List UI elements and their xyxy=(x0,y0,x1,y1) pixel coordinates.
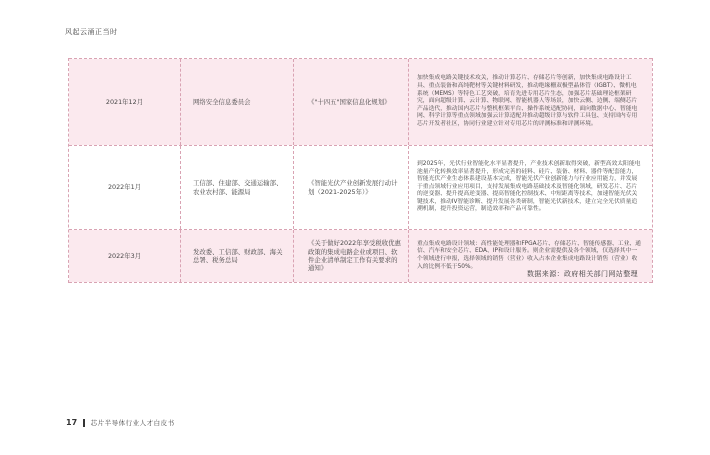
policy-cell xyxy=(294,230,409,282)
agency-text: 工信部、住建部、交通运输部、农业农村部、能源局 xyxy=(193,179,283,196)
content-cell xyxy=(409,146,652,229)
content-text: 重点集成电路设计领域：高性能处理器和FPGA芯片、存储芯片、智能传感器、工业、通信、汽车和安全芯片、EDA、IP和设计服务。则企业需提供及各个领域，仅选择其中一个领域进行申报，选择领域的销售（营业）收入占本企业集成电路设计销售（营业）收入的比例不低于50%。 xyxy=(417,240,641,270)
agency-cell xyxy=(181,230,294,282)
agency-cell xyxy=(181,59,294,145)
table-row xyxy=(69,58,652,146)
policy-table xyxy=(68,58,653,283)
date-cell: 2022年1月 xyxy=(69,146,181,229)
policy-cell xyxy=(294,146,409,229)
data-source-note: 数据来源：政府相关部门网站整理 xyxy=(527,270,638,278)
agency-text: 发改委、工信部、财政部、海关总署、税务总局 xyxy=(193,247,283,264)
content-text: 到2025年，光伏行业智能化水平显著提升，产业技术创新取得突破，新型高效太阳能电池量产化转换效率显著提升，形成完善的硅料、硅片、装备、材料、器件等配套能力，智能光伏产业生态体系建设基本完成，智能光伏产业创新能力与行业应用能力，并发展于重点领域行业应用项目，支持发展集成电路基础技术及智能化领域，研发芯片、芯片的逆变器、提升提高逆变器、提高智能化控制技术、中短距离等技术，加速智能光伏关键技术，推动IV智能诊断、提升发展各类研制，智能光伏新技术，建立完全光伏质量追溯机制，提升投资运营，制造效率和产品可靠性。 xyxy=(417,160,641,213)
running-header: 风起云涌正当时 xyxy=(65,28,118,36)
policy-cell xyxy=(294,59,409,145)
date-cell: 2021年12月 xyxy=(69,59,181,145)
agency-text: 网络安全信息委员会 xyxy=(193,97,251,106)
page-footer xyxy=(66,418,175,427)
footer-divider xyxy=(83,419,85,427)
policy-text: 《智能光伏产业创新发展行动计划（2021-2025年）》 xyxy=(308,179,398,196)
policy-text: 《"十四五"国家信息化规划》 xyxy=(308,97,391,106)
date-cell: 2022年3月 xyxy=(69,230,181,282)
page-number: 17 xyxy=(66,418,78,427)
agency-cell xyxy=(181,146,294,229)
policy-text: 《关于做好2022年享受税收优惠政策的集成电路企业或项目、软件企业清单制定工作有关要求的通知》 xyxy=(308,239,401,273)
table-row xyxy=(69,146,652,230)
document-title: 芯片半导体行业人才白皮书 xyxy=(90,419,175,427)
content-text: 加快集成电路关键技术攻关，推动计算芯片、存储芯片等创新，加快集成电路设计工具、重点装备和高纯靶材等关键材料研发，推动绝缘栅双极型晶体管（IGBT）、微机电系统（MEMS）等特色工艺突破，培育先进专用芯片生态，加强芯片基础理论框架研究，面向超级计算、云计算、物联网、智能机器人等场景，加快云侧、边侧、端侧芯片产品迭代，推动国内芯片与整机框架平台、操作系统适配协同，面向数据中心、智能电网、科学计算等重点领域加强云计算适配并推动超级计算与软件工具包、支持国内专用芯片开发者社区，协同行业建立针对专用芯片的评测标准和评测环境。 xyxy=(417,75,638,127)
content-cell xyxy=(409,59,652,145)
